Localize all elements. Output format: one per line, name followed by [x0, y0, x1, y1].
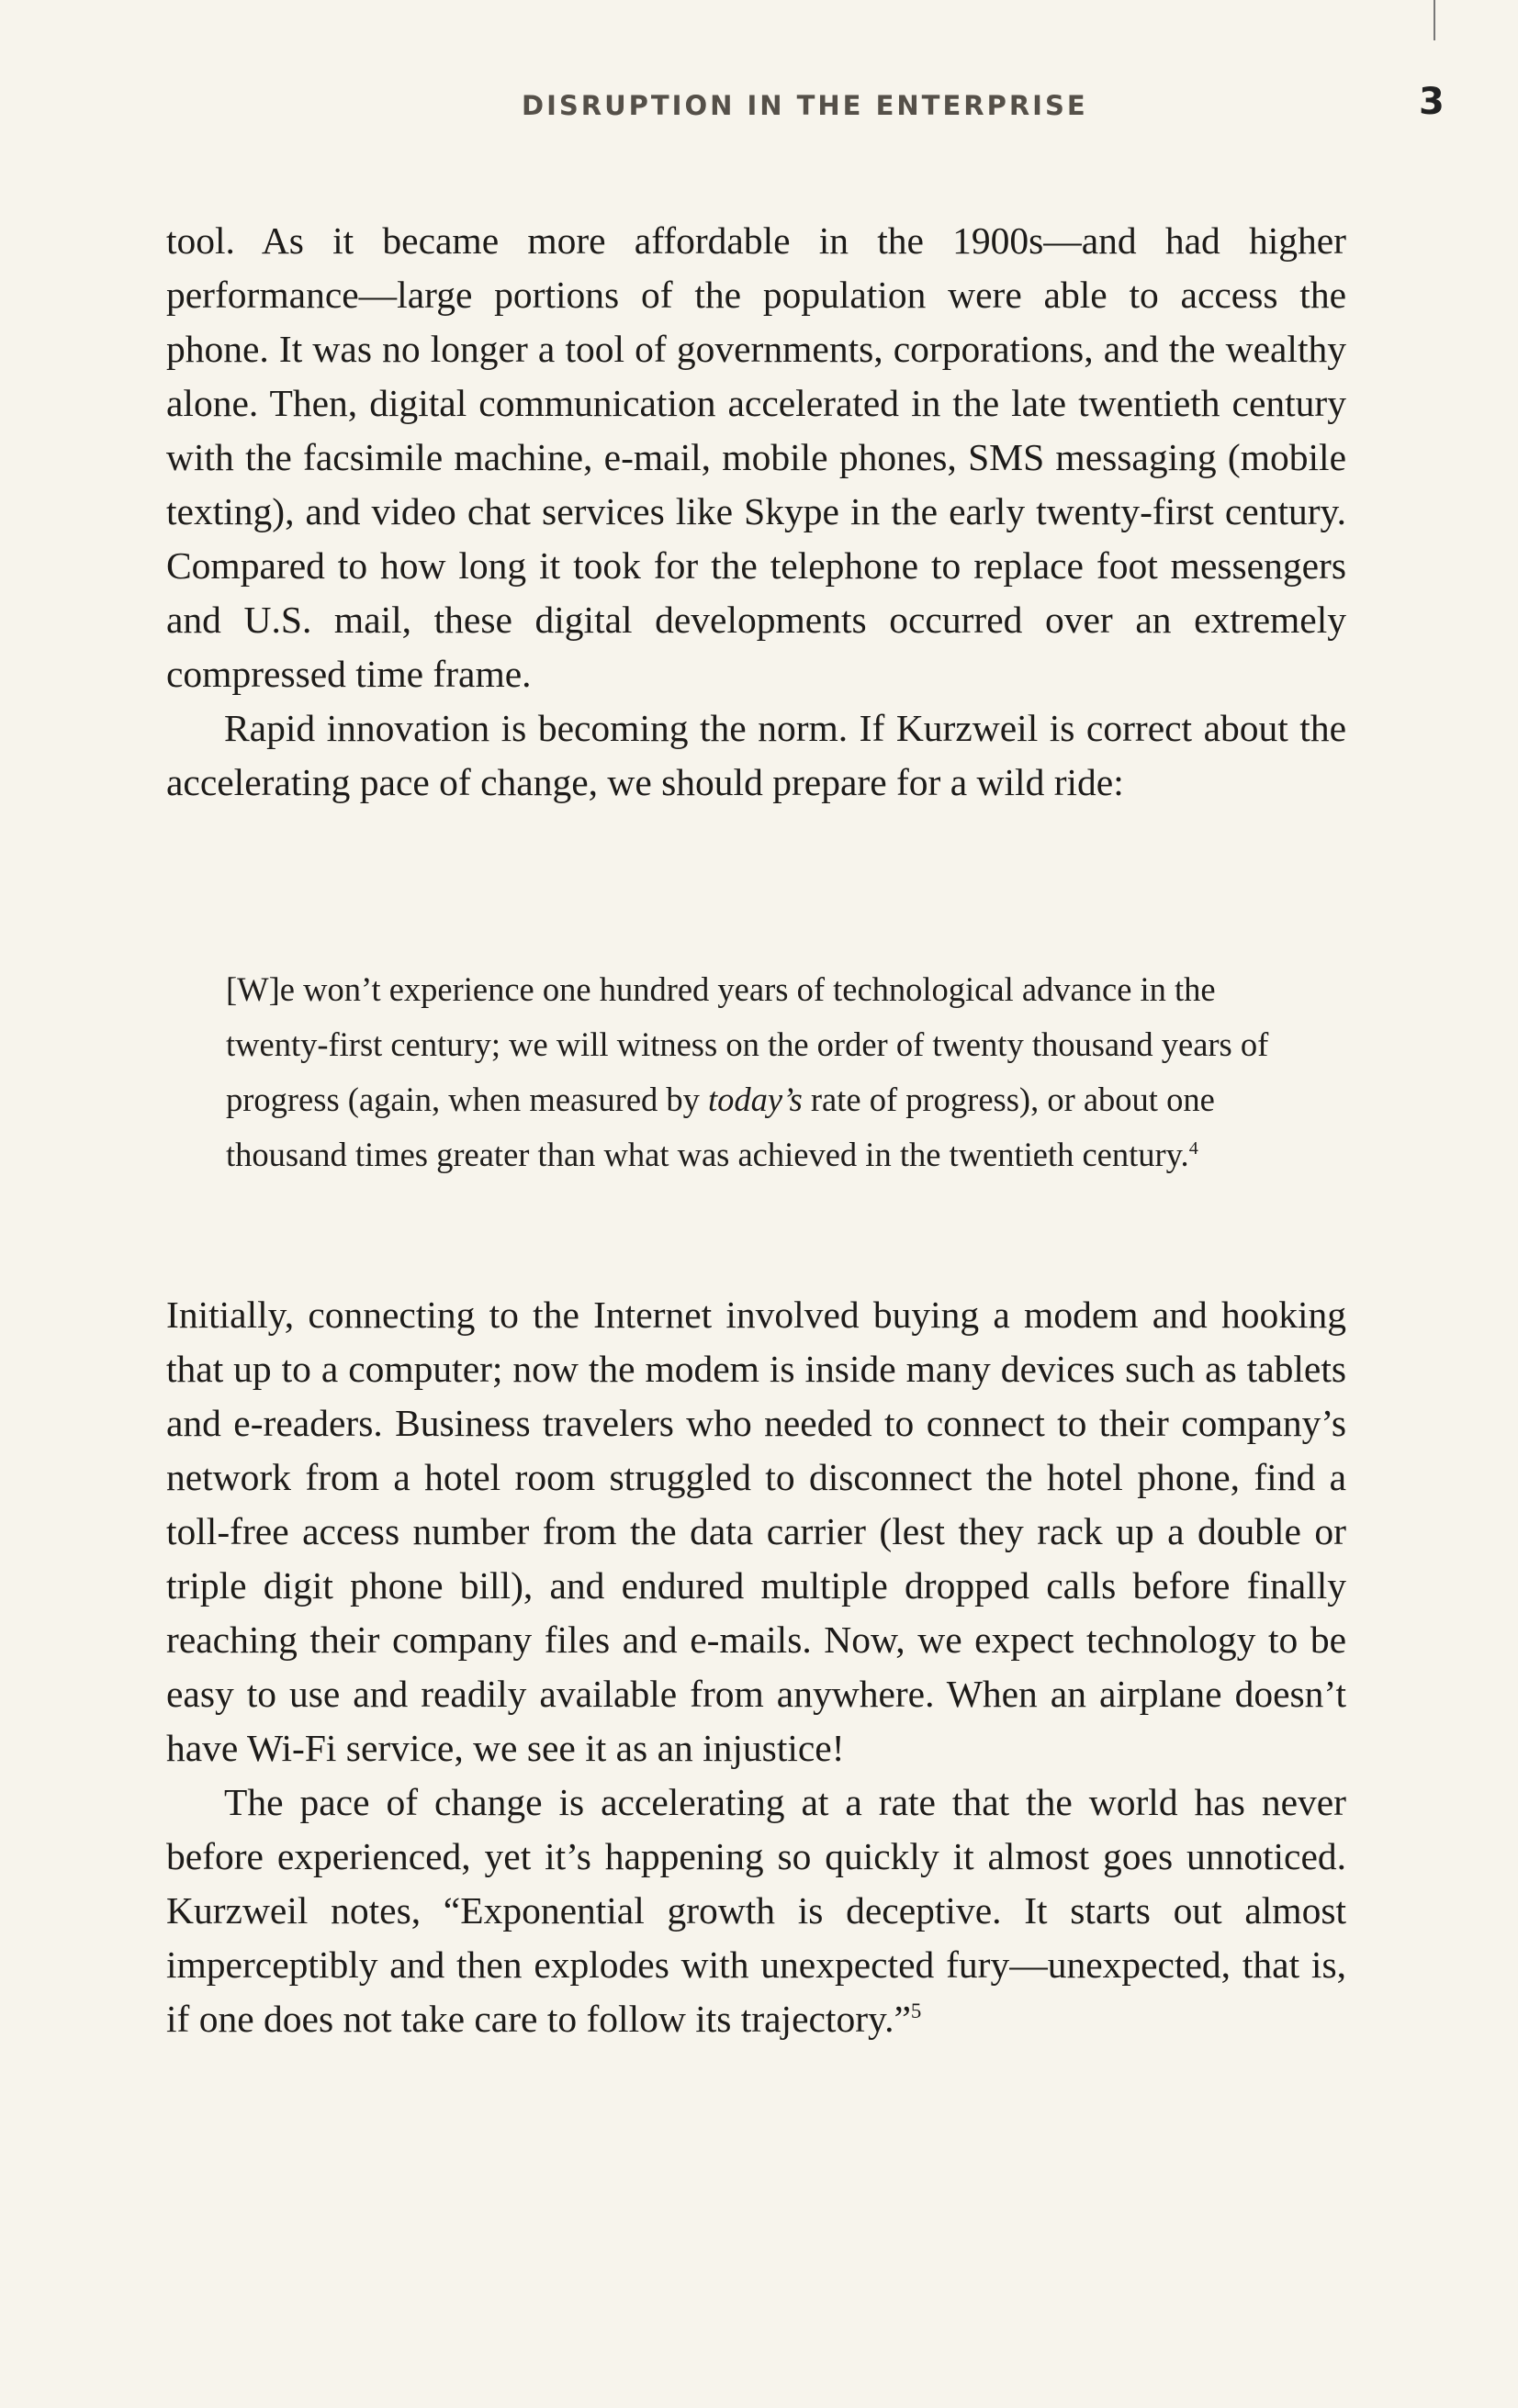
block-quote	[226, 962, 1291, 1182]
paragraph-internet: Initially, connecting to the Internet involved buying a modem and hooking that up to a computer; now the modem is inside many devices such as tablets and e-readers. Business travelers who needed to connect to their company’s network from a hotel room struggled to disconnect the hotel phone, find a toll-free access number from the data carrier (lest they rack up a double or triple digit phone bill), and endured multiple dropped calls before finally reaching their company files and e-mails. Now, we expect technology to be easy to use and readily available from anywhere. When an airplane doesn’t have Wi-Fi service, we see it as an injustice!	[166, 1294, 1346, 1769]
paragraph-continued: tool. As it became more affordable in the 1900s—and had higher performance—large portions of the population were able to access the phone. It was no longer a tool of governments, corporations, and the wealthy alone. Then, digital communication accelerated in the late twentieth century with the facsimile machine, e-mail, mobile phones, SMS messaging (mobile texting), and video chat services like Skype in the early twenty-first century. Compared to how long it took for the telephone to replace foot messengers and U.S. mail, these digital developments occurred over an extremely compressed time frame.	[166, 219, 1346, 695]
paragraph-pace-text: The pace of change is accelerating at a rate that the world has never before experienced, yet it’s happening so quickly it almost goes unnoticed. Kurzweil notes, “Exponential growth is deceptive. It starts out almost imperceptibly and then explodes with unexpected fury—unexpected, that is, if one does not take care to follow its trajectory.”	[166, 1781, 1346, 2040]
body-text-bottom	[166, 1288, 1346, 2046]
quote-text-part2: rate of progress), or about one thousand times greater than what was achieved in the twentieth century.	[226, 1081, 1215, 1173]
footnote-marker-5: 5	[910, 1999, 922, 2023]
crop-mark	[1434, 0, 1435, 40]
page-number: 3	[1419, 81, 1445, 123]
quote-text-part1: [W]e won’t experience one hundred years of technological advance in the twenty-first century; we will witness on the order of twenty thousand years of progress (again, when measured by	[226, 970, 1269, 1118]
paragraph-pace-of-change	[166, 1775, 1346, 2046]
quote-italic-word: today’s	[708, 1081, 803, 1118]
footnote-marker-4: 4	[1188, 1137, 1198, 1159]
paragraph-rapid-innovation: Rapid innovation is becoming the norm. If Kurzweil is correct about the accelerating pace of change, we should prepare for a wild ride:	[166, 707, 1346, 803]
body-text-top	[166, 214, 1346, 810]
running-head: DISRUPTION IN THE ENTERPRISE	[522, 90, 1088, 121]
